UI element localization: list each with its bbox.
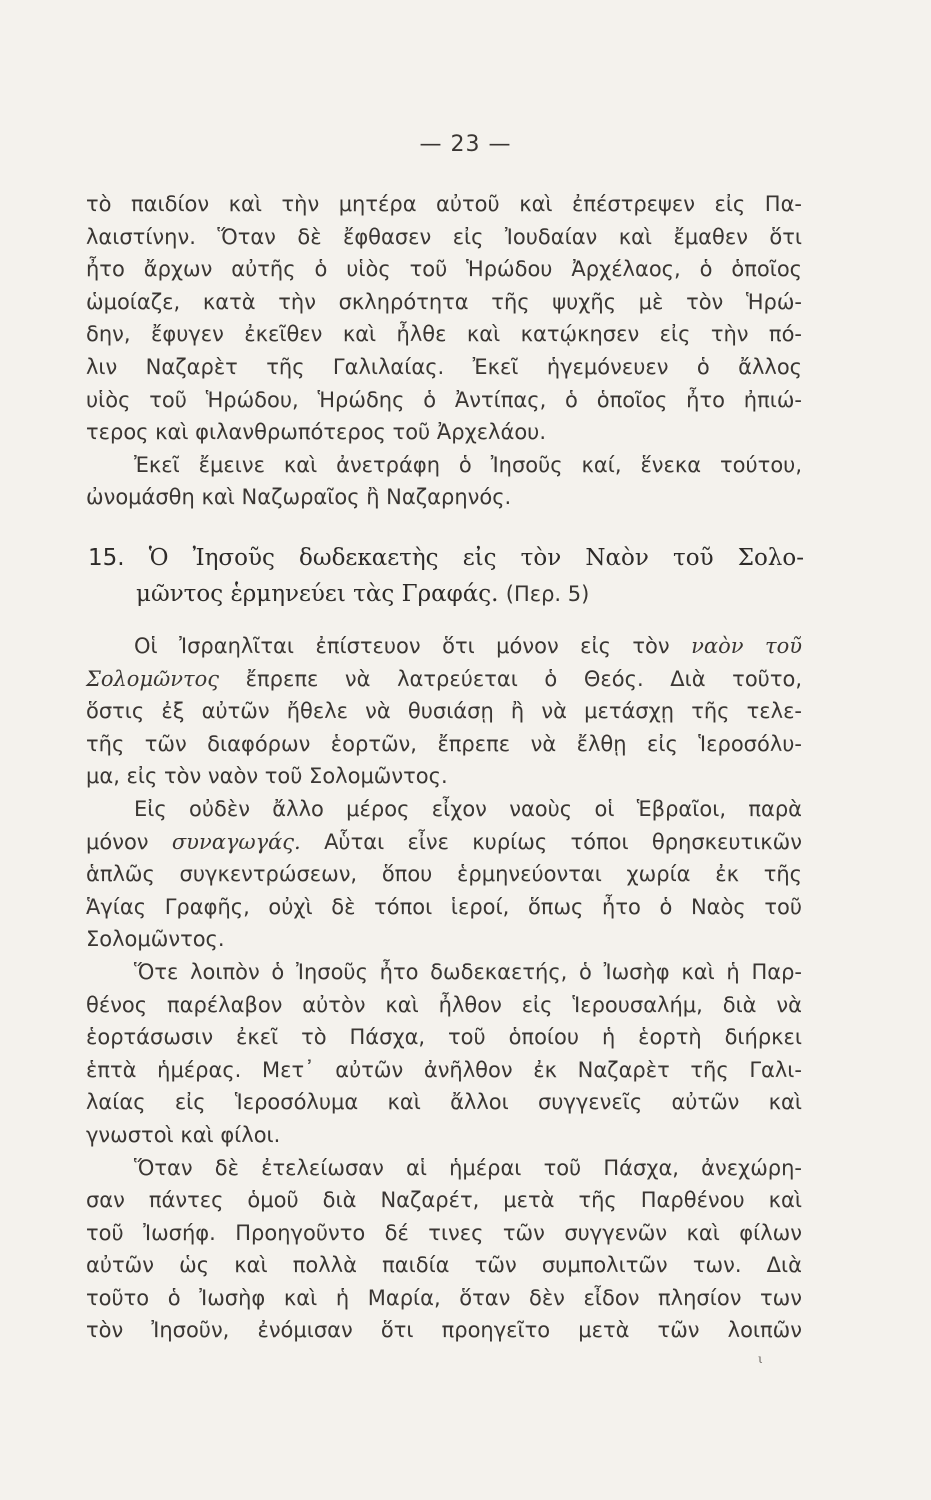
text-line: Ἐκεῖ ἔμεινε καὶ ἀνετράφη ὁ Ἰησοῦς καί, ἕνεκα τούτου, [134, 452, 802, 477]
text-line: Ὅταν δὲ ἐτελείωσαν αἱ ἡμέραι τοῦ Πάσχα, ἀνεχώρη- [134, 1155, 802, 1180]
text-segment: Αὗται εἶνε κυρίως τόποι θρησκευτικῶν [324, 829, 802, 854]
text-line: δην, ἔφυγεν ἐκεῖθεν καὶ ἦλθε καὶ κατῴκησεν εἰς τὴν πό- [86, 322, 802, 347]
text-line: λαίας εἰς Ἱεροσόλυμα καὶ ἄλλοι συγγενεῖς αὐτῶν καὶ [86, 1090, 802, 1115]
page-number: — 23 — [419, 132, 512, 157]
text-line: υἱὸς τοῦ Ἡρώδου, Ἡρώδης ὁ Ἀντίπας, ὁ ὁποῖος ἦτο ἠπιώ- [86, 387, 802, 412]
text-block-1 [86, 188, 802, 514]
text-segment: ἔπρεπε νὰ λατρεύεται ὁ Θεός. Διὰ τοῦτο, [245, 666, 802, 691]
text-segment: μόνον [86, 829, 149, 854]
text-line: μα, εἰς τὸν ναὸν τοῦ Σολομῶντος. [86, 764, 448, 789]
text-line: ἦτο ἄρχων αὐτῆς ὁ υἱὸς τοῦ Ἡρώδου Ἀρχέλαος, ὁ ὁποῖος [86, 257, 802, 282]
emphasis-text: ναὸν τοῦ [691, 634, 802, 658]
text-block-2 [86, 630, 802, 1347]
text-line: Σολομῶντος. [86, 927, 225, 952]
text-segment: Οἱ Ἰσραηλῖται ἐπίστευον ὅτι μόνον εἰς τὸν [134, 634, 670, 658]
text-line: αὐτῶν ὡς καὶ πολλὰ παιδία τῶν συμπολιτῶν των. Διὰ [86, 1253, 802, 1278]
text-line: λιν Ναζαρὲτ τῆς Γαλιλαίας. Ἐκεῖ ἡγεμόνευεν ὁ ἄλλος [86, 354, 802, 379]
text-line: τὸν Ἰησοῦν, ἐνόμισαν ὅτι προηγεῖτο μετὰ τῶν λοιπῶν [86, 1318, 802, 1343]
section-title-text: μῶντος ἑρμηνεύει τὰς Γραφάς. [136, 581, 499, 607]
emphasis-text: Σολομῶντος [86, 666, 220, 691]
text-line: τοῦ Ἰωσήφ. Προηγοῦντο δέ τινες τῶν συγγενῶν καὶ φίλων [86, 1220, 802, 1245]
text-line: ἁπλῶς συγκεντρώσεων, ὅπου ἑρμηνεύονται χωρία ἐκ τῆς [86, 862, 802, 887]
section-heading [88, 540, 804, 612]
text-line: ἑπτὰ ἡμέρας. Μετ᾽ αὐτῶν ἀνῆλθον ἐκ Ναζαρὲτ τῆς Γαλι- [86, 1057, 802, 1082]
printer-mark: ι [758, 1352, 763, 1366]
text-line: τοῦτο ὁ Ἰωσὴφ καὶ ἡ Μαρία, ὅταν δὲν εἶδον πλησίον των [86, 1285, 802, 1310]
section-reference: (Περ. 5) [505, 582, 590, 606]
text-line: ὡμοίαζε, κατὰ τὴν σκληρότητα τῆς ψυχῆς μὲ τὸν Ἡρώ- [86, 289, 802, 314]
text-line [86, 663, 802, 696]
text-line: γνωστοὶ καὶ φίλοι. [86, 1122, 281, 1147]
section-title-line-2 [88, 576, 804, 612]
text-line: τῆς τῶν διαφόρων ἑορτῶν, ἔπρεπε νὰ ἔλθῃ εἰς Ἱεροσόλυ- [86, 731, 802, 756]
section-title-line-1 [88, 540, 804, 576]
text-line: ὅστις ἐξ αὐτῶν ἤθελε νὰ θυσιάσῃ ἢ νὰ μετάσχῃ τῆς τελε- [86, 699, 802, 724]
emphasis-text: συναγωγάς. [171, 829, 301, 854]
section-number: 15. [88, 545, 125, 571]
text-line: Εἰς οὐδὲν ἄλλο μέρος εἶχον ναοὺς οἱ Ἑβραῖοι, παρὰ [134, 796, 802, 821]
text-line [86, 826, 802, 859]
text-line [86, 630, 802, 663]
text-line: θένος παρέλαβον αὐτὸν καὶ ἦλθον εἰς Ἱερουσαλήμ, διὰ νὰ [86, 992, 802, 1017]
text-line: τὸ παιδίον καὶ τὴν μητέρα αὐτοῦ καὶ ἐπέστρεψεν εἰς Πα- [86, 192, 802, 216]
section-title-text: Ὁ Ἰησοῦς δωδεκαετὴς εἰς τὸν Ναὸν τοῦ Σολο- [148, 545, 804, 571]
text-line: Ὅτε λοιπὸν ὁ Ἰησοῦς ἦτο δωδεκαετής, ὁ Ἰωσὴφ καὶ ἡ Παρ- [134, 959, 802, 984]
text-line: Ἁγίας Γραφῆς, οὐχὶ δὲ τόποι ἱεροί, ὅπως ἦτο ὁ Ναὸς τοῦ [86, 894, 802, 919]
text-line: σαν πάντες ὁμοῦ διὰ Ναζαρέτ, μετὰ τῆς Παρθένου καὶ [86, 1188, 802, 1213]
text-line: λαιστίνην. Ὅταν δὲ ἔφθασεν εἰς Ἰουδαίαν καὶ ἔμαθεν ὅτι [86, 224, 802, 249]
text-line: ὠνομάσθη καὶ Ναζωραῖος ἢ Ναζαρηνός. [86, 485, 512, 510]
text-line: ἑορτάσωσιν ἐκεῖ τὸ Πάσχα, τοῦ ὁποίου ἡ ἑορτὴ διήρκει [86, 1025, 802, 1050]
text-line: τερος καὶ φιλανθρωπότερος τοῦ Ἀρχελάου. [86, 420, 547, 445]
